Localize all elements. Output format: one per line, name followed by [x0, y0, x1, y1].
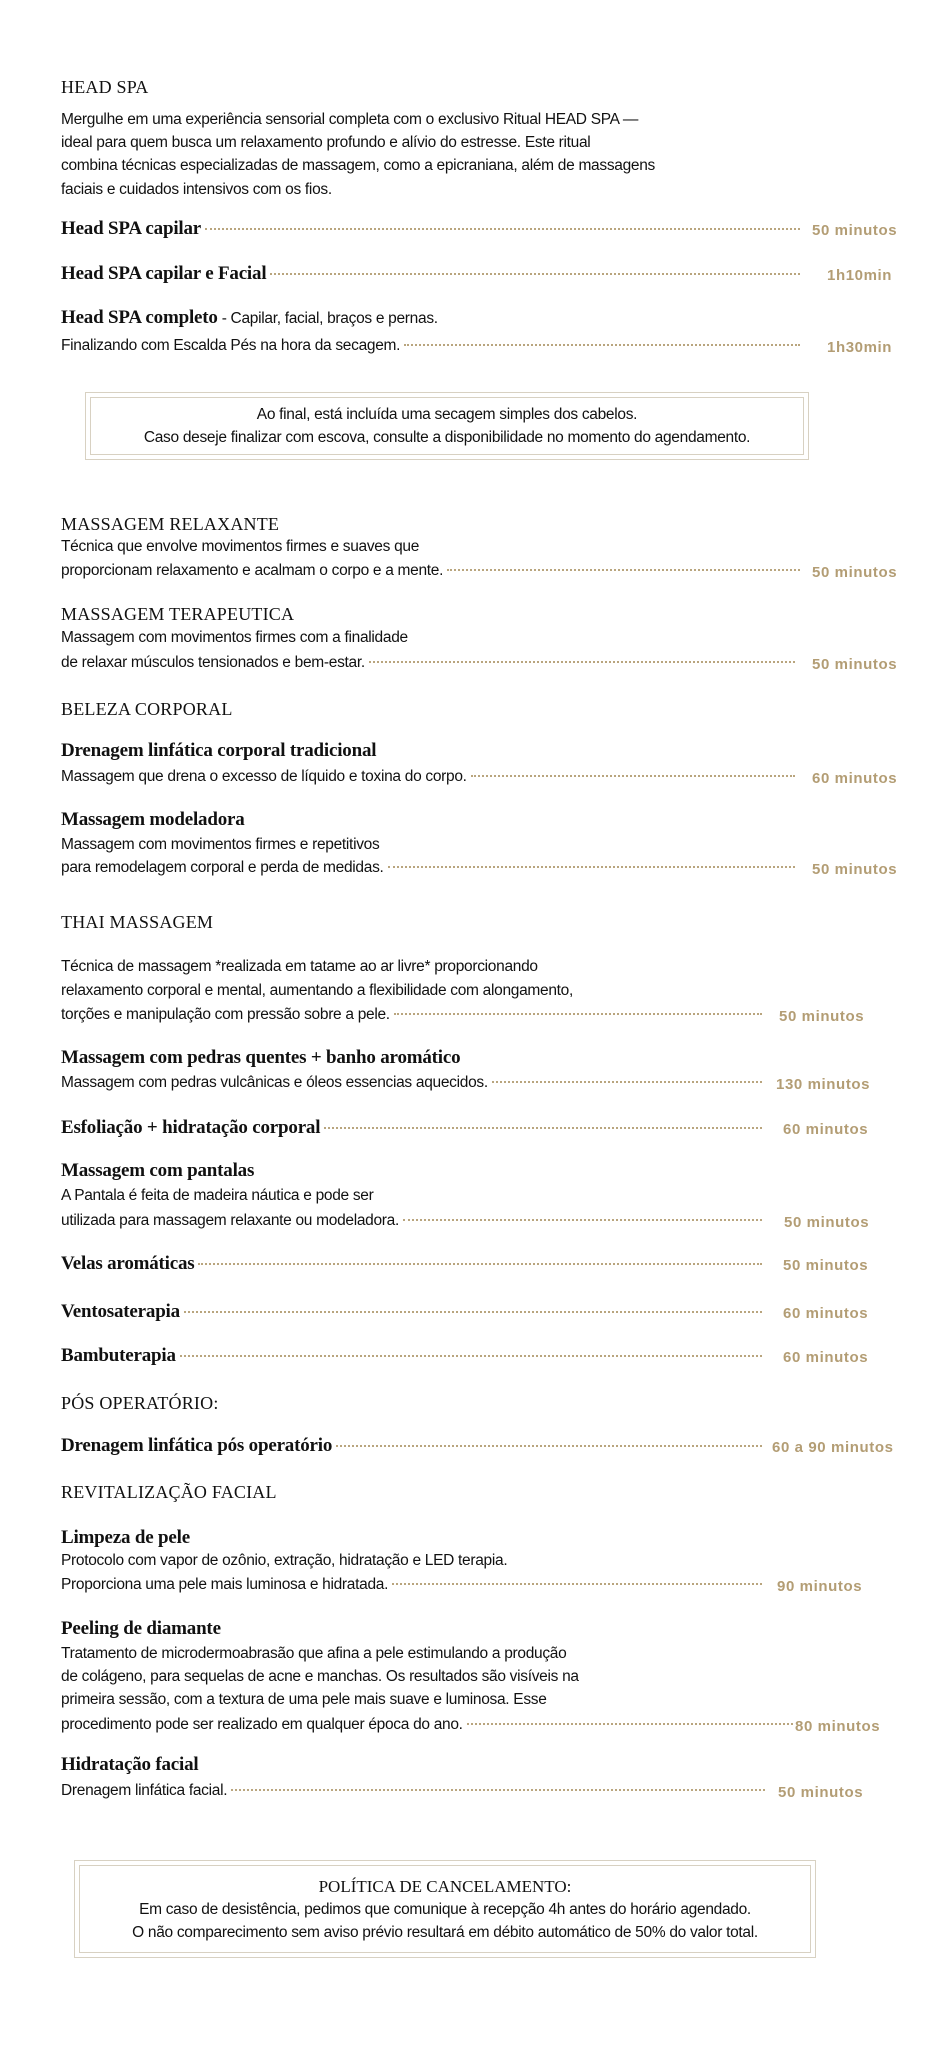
description-row [61, 1779, 765, 1803]
policy-title: POLÍTICA DE CANCELAMENTO: [318, 1876, 572, 1896]
note-line: Caso deseje finalizar com escova, consulte a disponibilidade no momento do agendamento. [143, 429, 751, 446]
description-row [61, 856, 795, 880]
description-row [61, 1071, 762, 1095]
service-subtitle: - Capilar, facial, braços e pernas. [221, 310, 438, 327]
duration-label: 50 minutos [778, 1784, 864, 1801]
service-title: Bambuterapia [61, 1345, 176, 1366]
description-text: para remodelagem corporal e perda de medidas. [61, 859, 384, 876]
duration-label: 80 minutos [795, 1718, 881, 1735]
section-heading-row [61, 602, 294, 626]
section-heading: THAI MASSAGEM [61, 912, 214, 932]
dotted-leader [205, 228, 800, 230]
service-row [61, 217, 800, 241]
dotted-leader [198, 1263, 762, 1265]
service-row [61, 1617, 221, 1641]
service-row [61, 1300, 762, 1324]
description-text: ideal para quem busca um relaxamento profundo e alívio do estresse. Este ritual [61, 134, 591, 151]
service-title: Velas aromáticas [61, 1253, 195, 1274]
description-row [61, 651, 795, 675]
section-heading-row [61, 910, 213, 934]
duration-label: 60 minutos [783, 1349, 869, 1366]
service-row [61, 1116, 762, 1140]
duration-label: 1h10min [827, 267, 893, 284]
description-text: Massagem que drena o excesso de líquido e toxina do corpo. [61, 768, 467, 785]
description-row [61, 979, 573, 1003]
section-heading-row [61, 1391, 219, 1415]
dotted-leader [467, 1723, 793, 1725]
description-text: A Pantala é feita de madeira náutica e pode ser [61, 1187, 374, 1204]
duration-label: 50 minutos [812, 222, 898, 239]
dotted-leader [180, 1355, 762, 1357]
description-row [61, 955, 538, 979]
description-row [61, 765, 795, 789]
service-row [61, 1159, 254, 1183]
duration-label: 60 minutos [812, 770, 898, 787]
service-row [61, 306, 438, 330]
description-text: Tratamento de microdermoabrasão que afina a pele estimulando a produção [61, 1645, 567, 1662]
description-row [61, 626, 408, 650]
duration-label: 50 minutos [812, 656, 898, 673]
description-text: proporcionam relaxamento e acalmam o corpo e a mente. [61, 562, 444, 579]
description-text: Mergulhe em uma experiência sensorial completa com o exclusivo Ritual HEAD SPA — [61, 111, 639, 128]
description-text: de relaxar músculos tensionados e bem-estar. [61, 654, 365, 671]
description-text: torções e manipulação com pressão sobre a pele. [61, 1006, 390, 1023]
description-text: Proporciona uma pele mais luminosa e hidratada. [61, 1576, 389, 1593]
description-text: Técnica de massagem *realizada em tatame ao ar livre* proporcionando [61, 958, 538, 975]
service-row [61, 739, 376, 763]
service-title: Hidratação facial [61, 1754, 199, 1775]
description-text: Finalizando com Escalda Pés na hora da secagem. [61, 337, 401, 354]
service-row [61, 1046, 460, 1070]
description-text: relaxamento corporal e mental, aumentando a flexibilidade com alongamento, [61, 982, 574, 999]
service-row [61, 1753, 199, 1777]
duration-label: 60 minutos [783, 1305, 869, 1322]
duration-label: 50 minutos [812, 861, 898, 878]
service-row [61, 808, 245, 832]
duration-label: 50 minutos [812, 564, 898, 581]
service-row [61, 262, 800, 286]
description-row [61, 1688, 547, 1712]
dotted-leader [392, 1583, 762, 1585]
description-row [61, 535, 419, 559]
service-title: Drenagem linfática pós operatório [61, 1435, 333, 1456]
service-title: Massagem modeladora [61, 809, 245, 830]
dotted-leader [184, 1311, 762, 1313]
description-text: de colágeno, para sequelas de acne e manchas. Os resultados são visíveis na [61, 1668, 579, 1685]
dotted-leader [394, 1013, 762, 1015]
dotted-leader [231, 1789, 765, 1791]
description-text: Massagem com movimentos firmes e repetitivos [61, 836, 380, 853]
description-row [61, 1209, 762, 1233]
section-heading-row [61, 1480, 277, 1504]
service-row [61, 1434, 762, 1458]
service-row [61, 1344, 762, 1368]
dotted-leader [471, 775, 795, 777]
service-title: Head SPA capilar e Facial [61, 263, 267, 284]
description-row [61, 334, 800, 358]
section-heading: MASSAGEM TERAPEUTICA [61, 604, 295, 624]
service-title: Head SPA capilar [61, 218, 202, 239]
dotted-leader [403, 1219, 762, 1221]
dotted-leader [369, 661, 795, 663]
section-heading: MASSAGEM RELAXANTE [61, 514, 280, 534]
section-heading-row [61, 512, 279, 536]
description-text: faciais e cuidados intensivos com os fios. [61, 181, 332, 198]
duration-label: 90 minutos [777, 1578, 863, 1595]
description-row [61, 1642, 566, 1666]
description-text: utilizada para massagem relaxante ou modeladora. [61, 1212, 399, 1229]
dotted-leader [388, 866, 795, 868]
duration-label: 1h30min [827, 339, 893, 356]
section-heading: BELEZA CORPORAL [61, 699, 233, 719]
description-row [61, 178, 332, 202]
dotted-leader [270, 273, 800, 275]
section-heading-row [61, 697, 233, 721]
section-heading: HEAD SPA [61, 77, 149, 97]
description-text: procedimento pode ser realizado em qualquer época do ano. [61, 1716, 463, 1733]
description-row [61, 131, 590, 155]
dotted-leader [336, 1445, 762, 1447]
description-text: Protocolo com vapor de ozônio, extração, hidratação e LED terapia. [61, 1552, 508, 1569]
description-text: combina técnicas especializadas de massagem, como a epicraniana, além de massagens [61, 157, 656, 174]
drying-note-box [85, 392, 809, 460]
duration-label: 60 minutos [783, 1121, 869, 1138]
section-heading-row [61, 75, 148, 99]
description-text: Técnica que envolve movimentos firmes e suaves que [61, 538, 420, 555]
policy-line: O não comparecimento sem aviso prévio resultará em débito automático de 50% do valor total. [132, 1923, 758, 1941]
service-title: Drenagem linfática corporal tradicional [61, 740, 377, 761]
duration-label: 50 minutos [779, 1008, 865, 1025]
section-heading: PÓS OPERATÓRIO: [61, 1393, 219, 1413]
duration-label: 60 a 90 minutos [772, 1439, 894, 1456]
cancellation-policy-box [74, 1860, 816, 1958]
duration-label: 130 minutos [776, 1076, 871, 1093]
policy-line: Em caso de desistência, pedimos que comunique à recepção 4h antes do horário agendado. [139, 1900, 751, 1918]
dotted-leader [404, 344, 800, 346]
service-row [61, 1252, 762, 1276]
service-title: Ventosaterapia [61, 1301, 180, 1322]
duration-label: 50 minutos [783, 1257, 869, 1274]
description-text: Massagem com pedras vulcânicas e óleos essencias aquecidos. [61, 1074, 488, 1091]
service-title: Massagem com pantalas [61, 1160, 255, 1181]
dotted-leader [324, 1127, 762, 1129]
service-title: Massagem com pedras quentes + banho aromático [61, 1047, 461, 1068]
description-row [61, 1184, 373, 1208]
description-row [61, 1003, 762, 1027]
dotted-leader [447, 569, 800, 571]
service-title: Peeling de diamante [61, 1618, 221, 1639]
service-row [61, 1526, 190, 1550]
description-text: primeira sessão, com a textura de uma pele mais suave e luminosa. Esse [61, 1691, 547, 1708]
service-title: Head SPA completo [61, 307, 218, 328]
description-text: Massagem com movimentos firmes com a finalidade [61, 629, 408, 646]
service-title: Limpeza de pele [61, 1527, 190, 1548]
description-row [61, 833, 379, 857]
service-title: Esfoliação + hidratação corporal [61, 1117, 321, 1138]
duration-label: 50 minutos [784, 1214, 870, 1231]
dotted-leader [492, 1081, 762, 1083]
description-text: Drenagem linfática facial. [61, 1782, 228, 1799]
description-row [61, 1549, 507, 1573]
description-row [61, 108, 638, 132]
note-line: Ao final, está incluída uma secagem simples dos cabelos. [256, 406, 638, 423]
description-row [61, 1573, 762, 1597]
description-row [61, 154, 655, 178]
section-heading: REVITALIZAÇÃO FACIAL [61, 1482, 277, 1502]
description-row [61, 1665, 579, 1689]
description-row [61, 559, 800, 583]
description-row [61, 1713, 793, 1737]
